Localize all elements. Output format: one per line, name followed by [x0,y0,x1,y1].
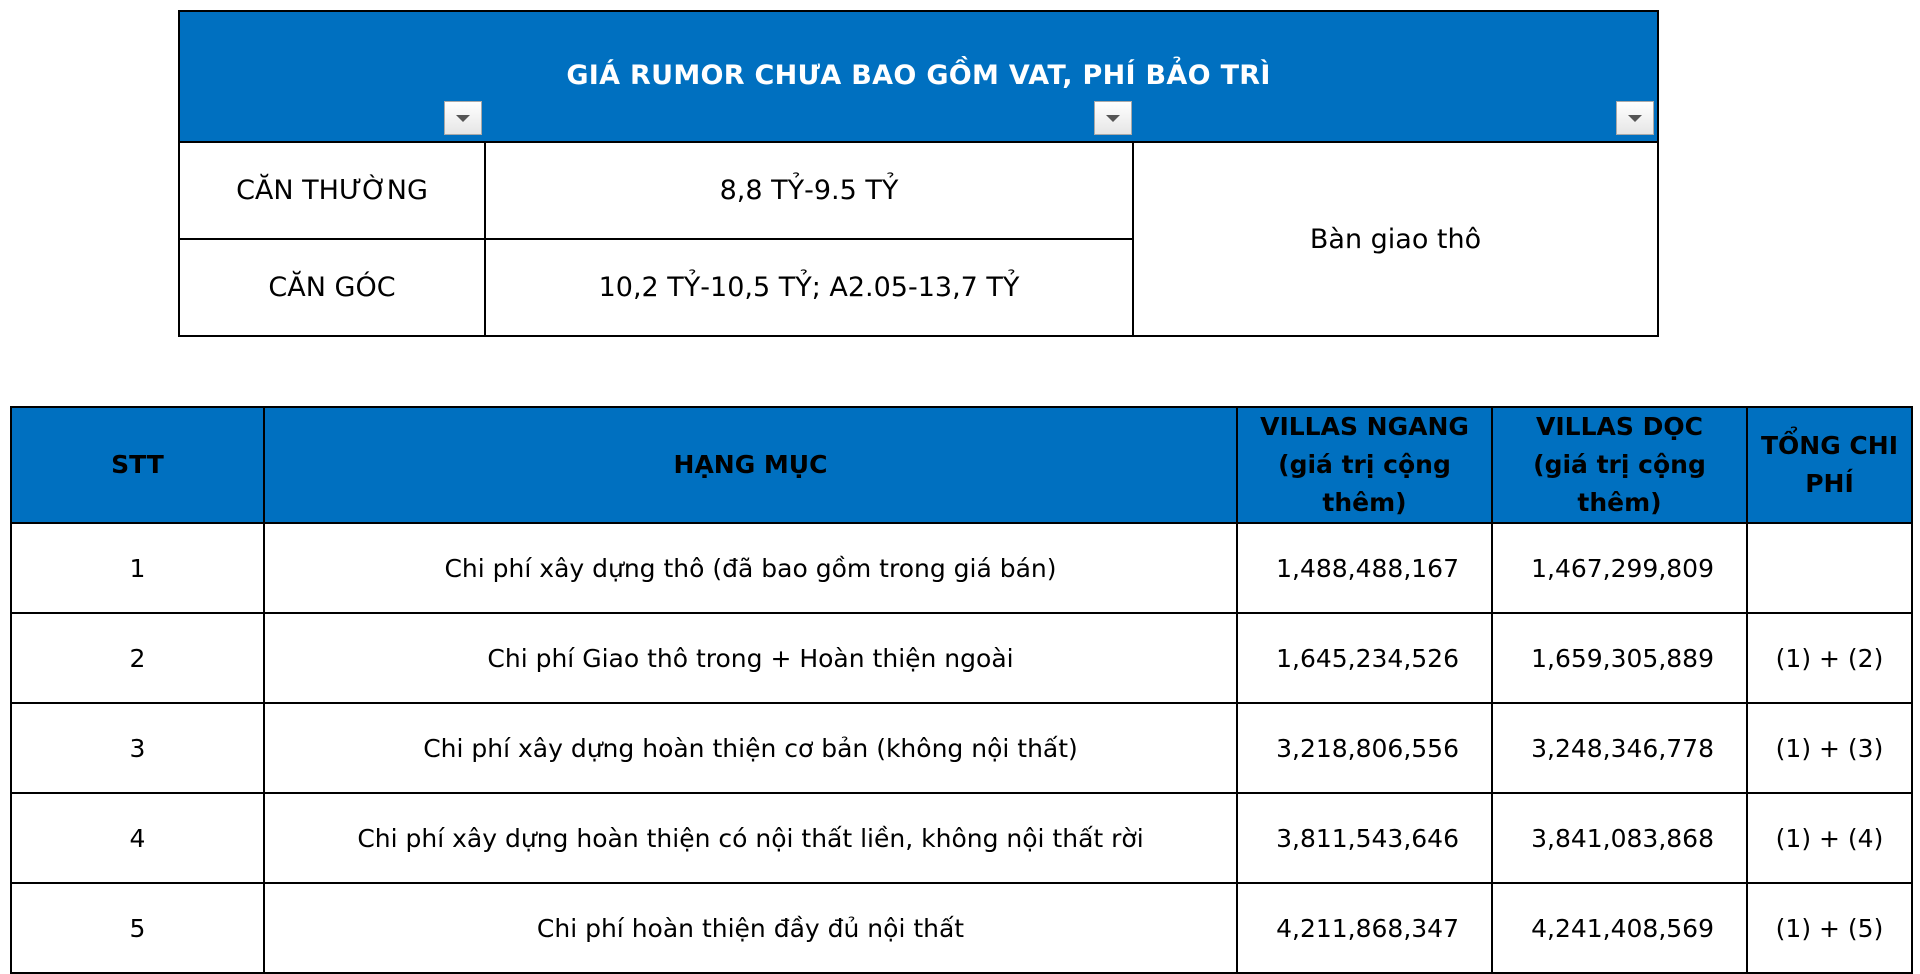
header-total [1747,407,1912,523]
villas-ngang-cell: 1,488,488,167 [1237,523,1492,613]
price-cell: 8,8 TỶ-9.5 TỶ [485,142,1133,239]
cost-table [10,406,1913,974]
total-cell: (1) + (3) [1747,703,1912,793]
price-row-regular [179,142,1658,239]
dropdown-arrow-icon [456,115,470,122]
header-villas-ngang-line1: VILLAS NGANG [1260,412,1469,441]
stt-cell: 4 [11,793,264,883]
header-villas-ngang-line2: (giá trị cộng thêm) [1278,450,1451,517]
stt-cell: 5 [11,883,264,973]
total-cell: (1) + (5) [1747,883,1912,973]
unit-type-cell: CĂN THƯỜNG [179,142,485,239]
total-cell: (1) + (2) [1747,613,1912,703]
price-cell: 10,2 TỶ-10,5 TỶ; A2.05-13,7 TỶ [485,239,1133,336]
total-cell: (1) + (4) [1747,793,1912,883]
stt-cell: 2 [11,613,264,703]
table-row [11,523,1912,613]
header-villas-doc-line1: VILLAS DỌC [1536,412,1703,441]
price-table-title: GIÁ RUMOR CHƯA BAO GỒM VAT, PHÍ BẢO TRÌ [566,60,1271,91]
header-villas-doc-line2: (giá trị cộng thêm) [1533,450,1706,517]
header-total-line2: PHÍ [1805,469,1854,498]
filter-button-col1[interactable] [444,101,482,135]
villas-ngang-cell: 1,645,234,526 [1237,613,1492,703]
item-cell: Chi phí xây dựng hoàn thiện có nội thất liền, không nội thất rời [264,793,1237,883]
filter-button-col3[interactable] [1616,101,1654,135]
price-rumor-table [178,10,1659,337]
handover-cell: Bàn giao thô [1133,142,1658,336]
total-cell [1747,523,1912,613]
header-villas-ngang [1237,407,1492,523]
dropdown-arrow-icon [1106,115,1120,122]
table-row [11,703,1912,793]
table-row [11,883,1912,973]
dropdown-arrow-icon [1628,115,1642,122]
header-total-line1: TỔNG CHI [1760,431,1899,460]
villas-ngang-cell: 3,811,543,646 [1237,793,1492,883]
villas-ngang-cell: 3,218,806,556 [1237,703,1492,793]
header-stt: STT [11,407,264,523]
item-cell: Chi phí hoàn thiện đầy đủ nội thất [264,883,1237,973]
stt-cell: 1 [11,523,264,613]
item-cell: Chi phí xây dựng hoàn thiện cơ bản (không nội thất) [264,703,1237,793]
stt-cell: 3 [11,703,264,793]
table-row [11,613,1912,703]
villas-doc-cell: 1,467,299,809 [1492,523,1747,613]
price-table-header [179,11,1658,142]
header-villas-doc [1492,407,1747,523]
unit-type-cell: CĂN GÓC [179,239,485,336]
filter-button-col2[interactable] [1094,101,1132,135]
header-item: HẠNG MỤC [264,407,1237,523]
cost-table-header-row [11,407,1912,523]
villas-doc-cell: 4,241,408,569 [1492,883,1747,973]
villas-doc-cell: 1,659,305,889 [1492,613,1747,703]
item-cell: Chi phí xây dựng thô (đã bao gồm trong giá bán) [264,523,1237,613]
villas-ngang-cell: 4,211,868,347 [1237,883,1492,973]
table-row [11,793,1912,883]
villas-doc-cell: 3,841,083,868 [1492,793,1747,883]
item-cell: Chi phí Giao thô trong + Hoàn thiện ngoài [264,613,1237,703]
villas-doc-cell: 3,248,346,778 [1492,703,1747,793]
